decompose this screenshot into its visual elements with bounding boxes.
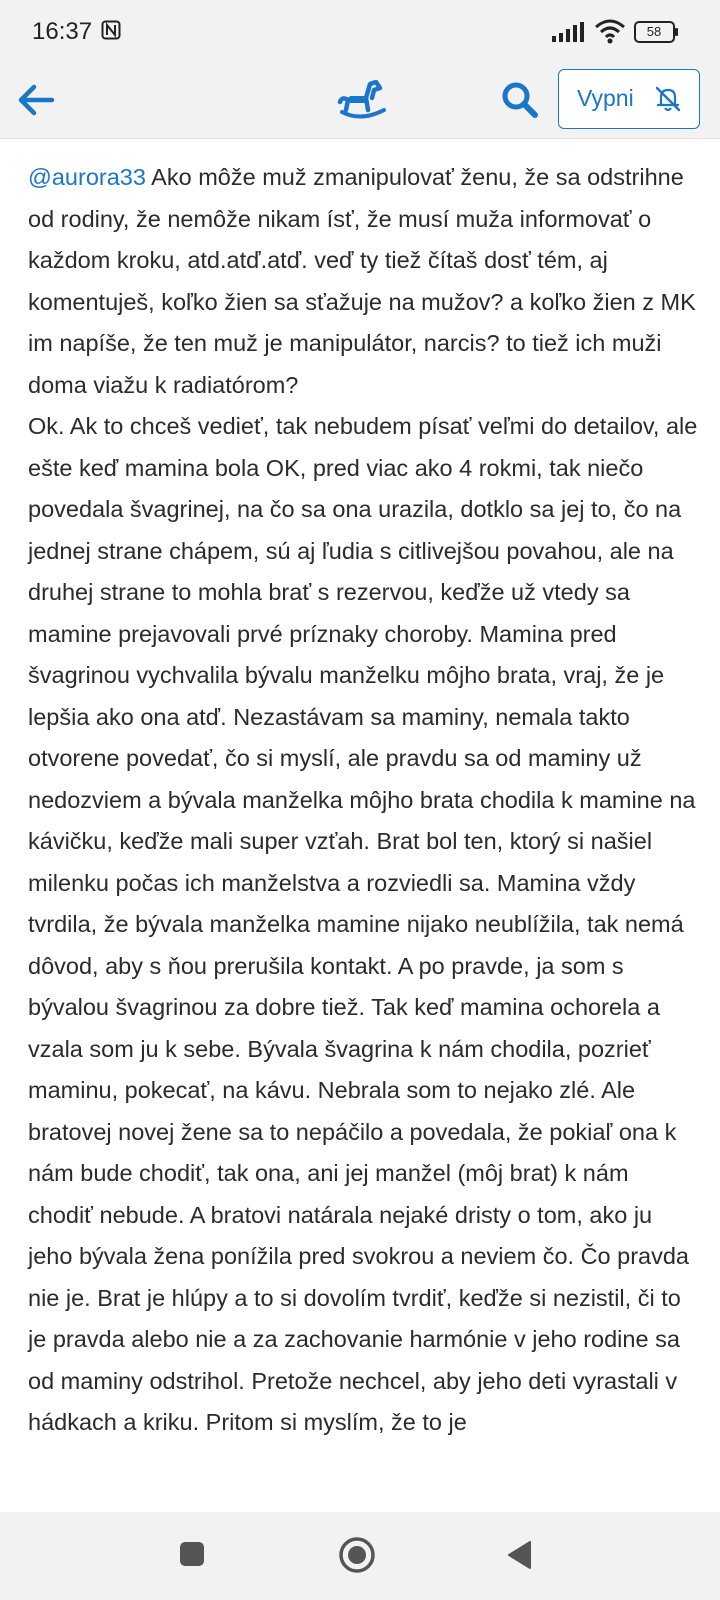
back-triangle-icon[interactable]	[506, 1540, 532, 1570]
status-time: 16:37	[32, 18, 93, 45]
status-bar	[0, 0, 720, 62]
user-mention-link[interactable]: @aurora33	[28, 164, 146, 190]
home-circle-icon[interactable]	[338, 1536, 376, 1574]
mute-notifications-button[interactable]	[558, 69, 700, 129]
rocking-horse-icon[interactable]	[332, 76, 390, 126]
back-arrow-icon[interactable]	[14, 78, 58, 122]
comment-body: Ako môže muž zmanipulovať ženu, že sa odstrihne od rodiny, že nemôže nikam ísť, že musí muža informovať o každom kroku, atd.atď.atď. veď ty tiež čítaš dosť tém, aj komentuješ, koľko žien sa sťažuje na mužov? a koľko žien z MK im napíše, že ten muž je manipulátor, narcis? to tiež ich muži doma viažu k radiatórom? Ok. Ak to chceš vedieť, tak nebudem písať veľmi do detailov, ale ešte keď mamina bola OK, pred viac ako 4 rokmi, tak niečo povedala švagrinej, na čo sa ona urazila, dotklo sa jej to, čo na jednej strane chápem, sú aj ľudia s citlivejšou povahou, ale na druhej strane to mohla brať s rezervou, keďže už vtedy sa mamine prejavovali prvé príznaky choroby. Mamina pred švagrinou vychvalila bývalu manželku môjho brata, vraj, že je lepšia ako ona atď. Nezastávam sa maminy, nemala takto otvorene povedať, čo si myslí, ale pravdu sa od maminy už nedozviem a bývala manželka môjho brata chodila k mamine na kávičku, keďže mali super vzťah. Brat bol ten, ktorý si našiel milenku počas ich manželstva a rozviedli sa. Mamina vždy tvrdila, že bývala manželka mamine nijako neublížila, tak nemá dôvod, aby s ňou prerušila kontakt. A po pravde, ja som s bývalou švagrinou za dobre tiež. Tak keď mamina ochorela a vzala som ju k sebe. Bývala švagrina k nám chodila, pozrieť maminu, pokecať, na kávu. Nebrala som to nejako zlé. Ale bratovej novej žene sa to nepáčilo a povedala, že pokiaľ ona k nám bude chodiť, tak ona, ani jej manžel (môj brat) k nám chodiť nebude. A bratovi natárala nejaké dristy o tom, ako ju jeho bývala žena ponížila pred svokrou a neviem čo. Čo pravda nie je. Brat je hlúpy a to si dovolím tvrdiť, keďže si nezistil, či to je pravda alebo nie a za zachovanie harmónie v jeho rodine sa od maminy odstrihol. Pretože nechcel, aby jeho deti vyrastali v hádkach a kriku. Pritom si myslím, že to je	[28, 164, 698, 1435]
app-bar	[0, 62, 720, 139]
comment-content	[0, 139, 720, 1512]
mute-button-label: Vypni	[577, 85, 634, 111]
search-icon[interactable]	[500, 80, 540, 120]
signal-icon	[552, 22, 586, 42]
comment-text	[28, 157, 698, 1444]
nfc-icon	[101, 20, 121, 40]
bell-off-icon	[653, 84, 683, 114]
recents-square-icon[interactable]	[178, 1540, 206, 1568]
wifi-icon	[594, 18, 626, 44]
battery-level: 58	[646, 24, 662, 39]
system-nav-bar	[0, 1512, 720, 1600]
